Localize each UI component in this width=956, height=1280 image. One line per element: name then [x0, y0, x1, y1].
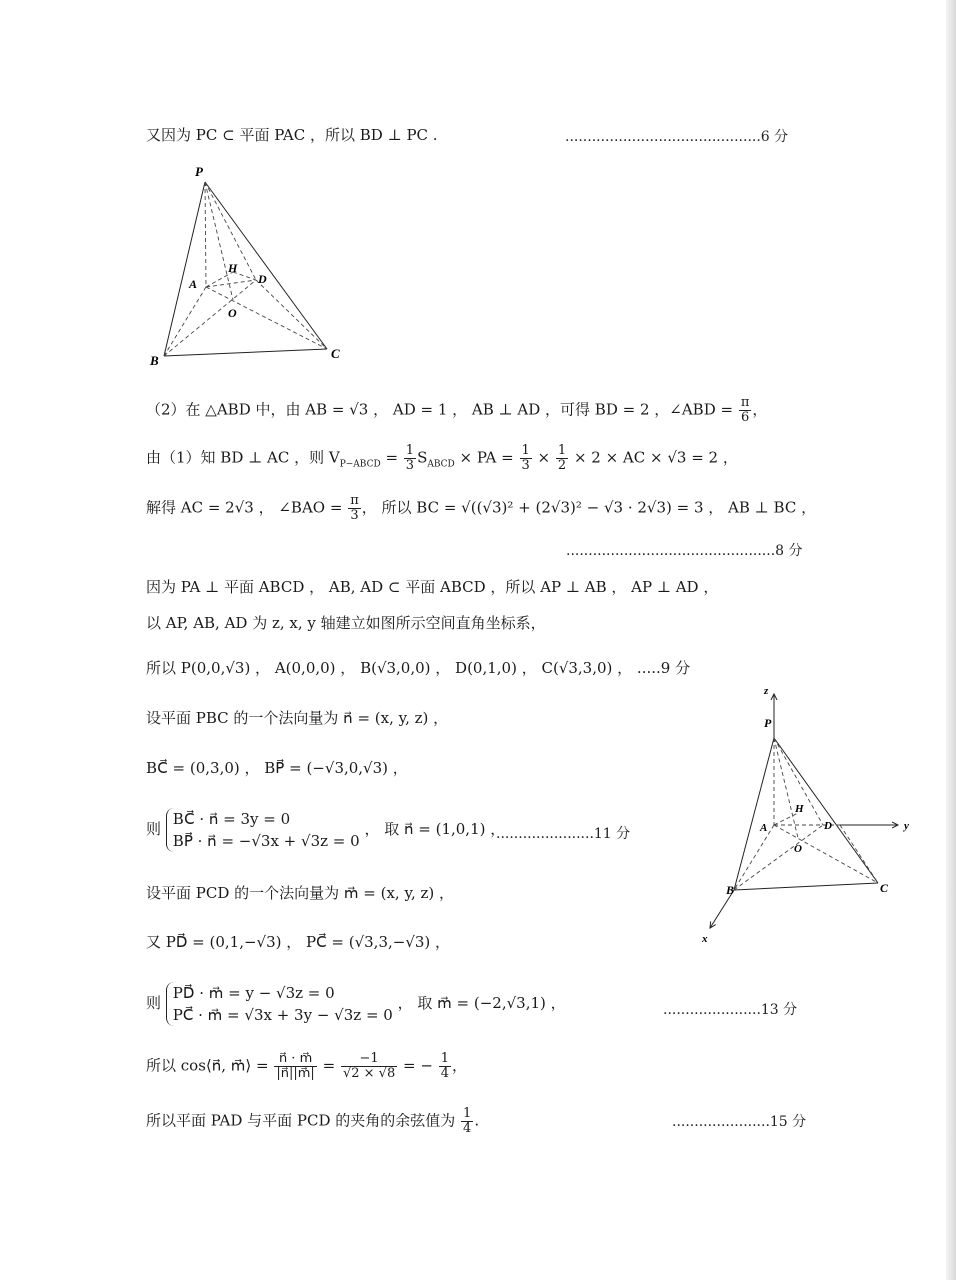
frac-num: π — [350, 493, 359, 508]
edge-ac — [206, 287, 327, 349]
score-15: ......................15 分 — [672, 1114, 807, 1130]
frac-num: 1 — [440, 1051, 449, 1066]
frac-neg1 — [341, 1052, 397, 1081]
label-D: D — [258, 272, 267, 286]
label-P: P — [195, 164, 203, 179]
l2-f: × 2 × AC × √3 = 2 ， — [569, 448, 738, 467]
label-A-2: A — [760, 822, 768, 834]
pcd-eq2: PC⃗ · m⃗ = √3x + 3y − √3z = 0 — [172, 1006, 393, 1024]
l3-a: 解得 AC = 2√3 ， ∠BAO = — [146, 498, 343, 517]
pcd-line-10: 设平面 PCD 的一个法向量为 m⃗ = (x, y, z) ， — [146, 884, 455, 902]
frac-num: π — [740, 395, 750, 410]
pyramid-figure-1 — [140, 160, 360, 375]
l2-a: 由（1）知 BD ⊥ AC ，则 V — [146, 448, 340, 467]
pbc-line-7: 设平面 PBC 的一个法向量为 n⃗ = (x, y, z) ， — [146, 709, 449, 727]
edge-bc-2 — [734, 883, 878, 890]
axis-label-y: y — [904, 820, 909, 832]
edge-bd — [164, 280, 256, 356]
part2-line-1 — [146, 396, 767, 425]
edge-pa — [205, 182, 206, 287]
label-P-2: P — [764, 716, 772, 730]
frac-den: |n⃗||m⃗| — [276, 1066, 315, 1081]
part2-line-3 — [146, 494, 816, 523]
pbc-system — [146, 808, 505, 852]
final-line — [146, 1107, 479, 1136]
pbc-eq2: BP⃗ · n⃗ = −√3x + √3z = 0 — [172, 832, 360, 850]
pcd-system — [146, 982, 566, 1026]
frac-dot-over-norms — [274, 1052, 316, 1081]
label-H: H — [228, 261, 238, 275]
frac-num: 1 — [463, 1106, 472, 1121]
pbc-eq1: BC⃗ · n⃗ = 3y = 0 — [172, 810, 291, 828]
page-edge-shadow — [946, 0, 956, 1280]
frac-one-third-a — [404, 444, 416, 473]
fraction-pi-over-3 — [348, 494, 361, 523]
cos-eq2: = − — [403, 1056, 433, 1075]
pcd-take: ， 取 m⃗ = (−2,√3,1) ， — [397, 994, 566, 1012]
label-O: O — [228, 306, 237, 320]
l2-c: S — [417, 448, 428, 467]
label-H-2: H — [795, 803, 804, 815]
cos-end: ， — [451, 1056, 467, 1075]
proof-line-1: 又因为 PC ⊂ 平面 PAC ，所以 BD ⊥ PC . — [146, 126, 438, 144]
edge-pb-2 — [734, 738, 774, 890]
pbc-take: ， 取 n⃗ = (1,0,1) ， — [364, 820, 506, 838]
pyramid-figure-2 — [690, 680, 930, 950]
frac-num: n⃗ · m⃗ — [274, 1052, 316, 1067]
cos-eq: = — [322, 1056, 336, 1075]
edge-ac-2 — [774, 825, 878, 883]
edge-dc — [256, 280, 327, 349]
frac-num: 1 — [405, 443, 415, 458]
label-A: A — [189, 277, 198, 291]
part2-line-2 — [146, 444, 738, 475]
frac-final-quarter — [461, 1107, 473, 1136]
l2-b: = — [380, 448, 403, 467]
axis-label-x: x — [702, 933, 708, 945]
frac-one-third-b — [520, 444, 532, 473]
edge-pc — [205, 182, 327, 349]
label-D-2: D — [824, 820, 832, 832]
coords-line-5: 以 AP, AB, AD 为 z, x, y 轴建立如图所示空间直角坐标系， — [146, 614, 546, 632]
score-6: ............................................6 分 — [565, 129, 789, 145]
score-13: ......................13 分 — [663, 1002, 798, 1018]
label-B: B — [150, 353, 159, 368]
frac-den: 3 — [521, 458, 530, 473]
label-C-2: C — [880, 881, 889, 895]
frac-den: 3 — [350, 508, 359, 523]
score-8: ...............................................8 分 — [566, 543, 803, 559]
part2-l1-end: ， — [752, 400, 768, 419]
frac-den: √2 × √8 — [342, 1066, 396, 1081]
pcd-equation-system — [166, 982, 393, 1026]
edge-pb — [164, 182, 205, 356]
label-O-2: O — [794, 843, 802, 855]
score-11: ......................11 分 — [496, 826, 631, 842]
frac-den: 4 — [440, 1066, 449, 1081]
frac-den: 4 — [463, 1121, 472, 1136]
final-end: . — [474, 1111, 480, 1130]
l2-sub1: P−ABCD — [339, 459, 381, 470]
pbc-line-8: BC⃗ = (0,3,0) ， BP⃗ = (−√3,0,√3) ， — [146, 759, 408, 777]
edge-po — [205, 182, 233, 300]
l2-d: × PA = — [454, 448, 519, 467]
pcd-ze: 则 — [146, 994, 162, 1012]
label-C: C — [331, 346, 340, 361]
edge-ab-2 — [734, 825, 774, 890]
edge-pc-2 — [774, 738, 878, 883]
coords-line-6: 所以 P(0,0,√3) ， A(0,0,0) ， B(√3,0,0) ， D(0,1,0) ， C(√3,3,0) ， .....9 分 — [146, 659, 691, 677]
edge-bd-2 — [734, 825, 823, 890]
fraction-pi-over-6 — [739, 396, 752, 425]
frac-den: 6 — [740, 410, 750, 425]
axis-label-z: z — [764, 685, 769, 697]
edge-ab — [164, 287, 206, 356]
l2-sub2: ABCD — [427, 459, 455, 470]
edge-dc-2 — [840, 825, 878, 883]
edge-bc — [164, 349, 327, 356]
l2-e: × — [532, 448, 555, 467]
pcd-line-11: 又 PD⃗ = (0,1,−√3) ， PC⃗ = (√3,3,−√3) ， — [146, 933, 451, 951]
pcd-eq1: PD⃗ · m⃗ = y − √3z = 0 — [172, 984, 335, 1002]
part2-l1-text: （2）在 △ABD 中，由 AB = √3 ， AD = 1 ， AB ⊥ AD ，可得 BD = 2 ，∠ABD = — [146, 400, 734, 419]
pbc-equation-system — [166, 808, 360, 852]
frac-quarter — [439, 1052, 451, 1081]
edge-po-2 — [774, 738, 798, 838]
frac-num: 1 — [557, 443, 567, 458]
cos-line — [146, 1052, 467, 1081]
edge-ad — [206, 280, 256, 287]
frac-den: 2 — [557, 458, 567, 473]
cos-a: 所以 cos⟨n⃗, m⃗⟩ = — [146, 1056, 269, 1075]
frac-num: −1 — [341, 1052, 397, 1067]
l3-b: ， 所以 BC = √((√3)² + (2√3)² − √3 · 2√3) = 3 ， AB ⊥ BC ， — [361, 498, 817, 517]
frac-den: 3 — [405, 458, 415, 473]
coords-line-4: 因为 PA ⊥ 平面 ABCD ， AB, AD ⊂ 平面 ABCD ，所以 AP ⊥ AB ， AP ⊥ AD ， — [146, 578, 719, 596]
frac-num: 1 — [521, 443, 530, 458]
pbc-ze: 则 — [146, 820, 162, 838]
label-B-2: B — [726, 883, 735, 897]
final-a: 所以平面 PAD 与平面 PCD 的夹角的余弦值为 — [146, 1111, 456, 1130]
frac-one-half — [556, 444, 568, 473]
